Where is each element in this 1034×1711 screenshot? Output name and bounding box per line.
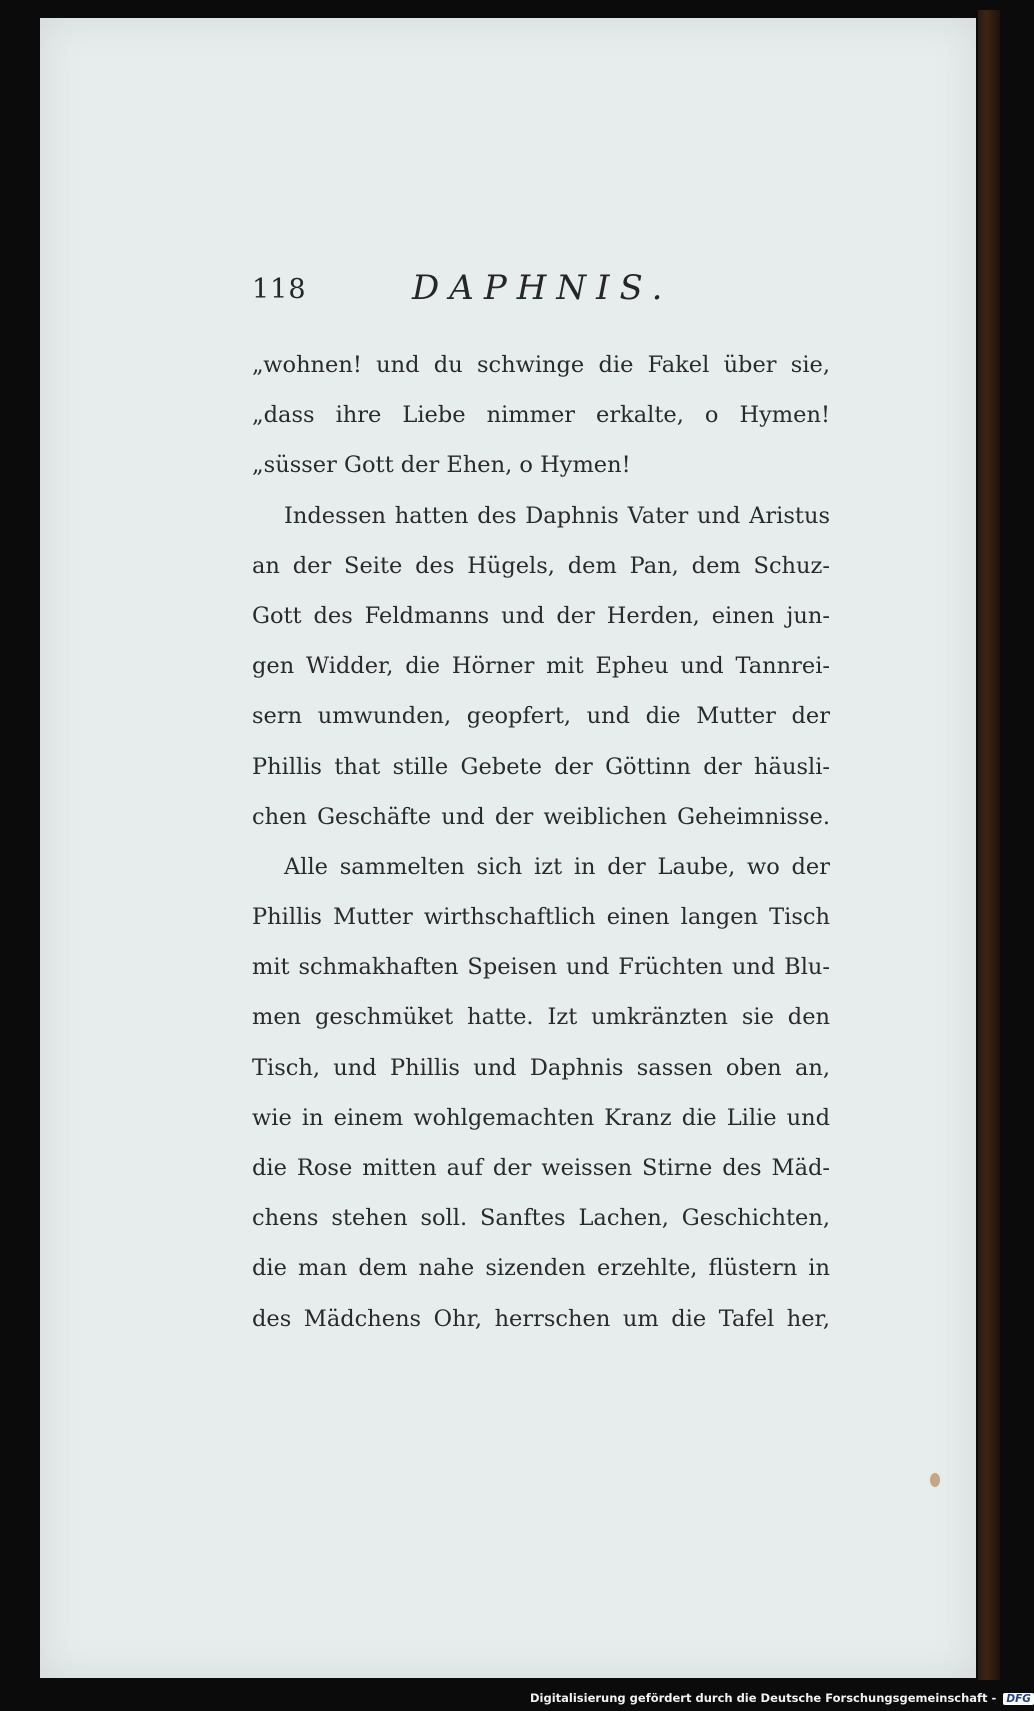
text-line: des Mädchens Ohr, herrschen um die Tafel her,: [252, 1305, 830, 1332]
text-line: „süsser Gott der Ehen, o Hymen!: [252, 452, 631, 479]
text-line: an der Seite des Hügels, dem Pan, dem Schuz-: [252, 552, 830, 579]
credit-text: Digitalisierung gefördert durch die Deutsche Forschungsgemeinschaft -: [530, 1691, 997, 1705]
text-line: Tisch, und Phillis und Daphnis sassen oben an,: [252, 1054, 830, 1081]
text-line: Phillis Mutter wirthschaftlich einen langen Tisch: [252, 904, 830, 931]
text-line: „wohnen! und du schwinge die Fakel über sie,: [252, 352, 830, 378]
text-line: Indessen hatten des Daphnis Vater und Aristus: [284, 502, 830, 529]
text-line: Phillis that stille Gebete der Göttinn der häusli-: [252, 753, 830, 780]
text-line: sern umwunden, geopfert, und die Mutter der: [252, 703, 830, 730]
running-title: DAPHNIS.: [412, 268, 673, 308]
text-line: chens stehen soll. Sanftes Lachen, Geschichten,: [252, 1205, 830, 1232]
page-header: [252, 268, 692, 308]
text-line: men geschmüket hatte. Izt umkränzten sie den: [252, 1004, 830, 1031]
text-line: „dass ihre Liebe nimmer erkalte, o Hymen!: [252, 402, 830, 429]
text-line: gen Widder, die Hörner mit Epheu und Tannrei-: [252, 653, 830, 680]
text-line: die man dem nahe sizenden erzehlte, flüstern in: [252, 1255, 830, 1282]
dfg-logo: DFG: [1003, 1693, 1034, 1705]
paper-stain: [930, 1473, 940, 1487]
book-edge: [978, 10, 1000, 1680]
text-line: wie in einem wohlgemachten Kranz die Lilie und: [252, 1104, 830, 1131]
digitization-credit: [530, 1691, 1031, 1711]
text-line: mit schmakhaften Speisen und Früchten und Blu-: [252, 954, 830, 981]
text-line: Gott des Feldmanns und der Herden, einen jun-: [252, 602, 830, 629]
text-line: Alle sammelten sich izt in der Laube, wo der: [284, 853, 830, 880]
text-line: die Rose mitten auf der weissen Stirne des Mäd-: [252, 1155, 830, 1181]
text-line: chen Geschäfte und der weiblichen Geheimnisse.: [252, 803, 830, 830]
page-number: 118: [252, 274, 307, 305]
body-text: [252, 350, 830, 1354]
